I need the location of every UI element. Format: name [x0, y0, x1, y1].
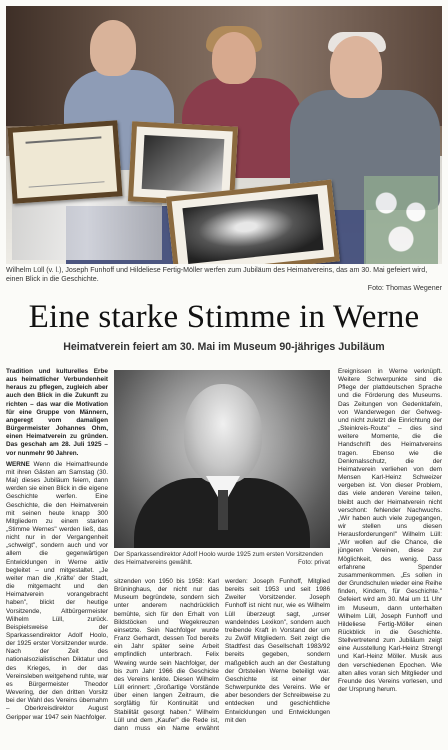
dateline: WERNE	[6, 460, 30, 468]
portrait-caption-credit: Foto: privat	[298, 559, 330, 566]
article-right-text: Ereignissen in Werne verknüpft. Weitere Schwerpunkte sind die Pflege der plattdeutschen Sprache und die Förderung des Museums. Das Zeitungen von Gedenktafeln, von Wanderwegen der Gehweg- und nicht zuletzt die Einrichtung der „Steinkreis-Route" – dies sind weitere Momente, die die Handschrift des Heimatvereins tragen. Ebenso wie die Denkmalsschutz, die der Heimatverein verliehen von dem Mensen Karl-Heinz Schweizer vergeben ist. Von dieser Problem, das viele anderen Vereine teilen, bleibt auch der Heimatverein nicht verschont: fehlender Nachwuchs. „Wir haben auch viele zugegangen, wir stellen uns diesen Herausforderungen!" Wilhelm Lüll: „Wir wollen auf die Chance, die jüngeren Vereinen, diese zur Möglichkeit, des wenig. Dass erfahrene Spender zusammenkommen. „Es sollen in der Grundschulen wieder eine Reihe finden, Kindern, für Geschichte." Gefeiert wird am 30. Mai um 11 Uhr im Museum, dann unterhalten Wilhelm Lüll, Joseph Funhoff und Hildeliese Fertig-Möller einen Rückblick in die Geschichte. Stellvertretend zum Jubiläum zeigt eine Ausstellung Karl-Heinz Strengl und Karl-Heinz Möller. Musik aus den verschiedenen Epochen. Wie alten alles voran sich Mitglieder und Freunde des Vereins vorlesen, und der Ursprung herum.	[338, 368, 442, 694]
article-intro: Tradition und kulturelles Erbe aus heimatlicher Verbundenheit heraus zu pflegen, zugleich aber auch den Blick in die Zukunft zu richten – das war die Motivation für eine Gruppe von Männern, angeregt vom damaligen Bürgermeister Johannes Ohm, einen Heimatverein zu gründen. Das geschah am 28. Juli 1925 – vor nunmehr 90 Jahren.	[6, 368, 108, 457]
photo-flowers	[364, 176, 438, 264]
article-column-right	[338, 368, 442, 748]
portrait-head	[184, 384, 262, 484]
headline: Eine starke Stimme in Werne	[28, 299, 420, 335]
article-left-text: Wenn die Heimatfreunde mit ihren Gästen am Samstag (30. Mai) dieses Jubiläum feiern, dann werden sie einen Blick in die eigene Geschichte werfen. Eine Geschichte, die den Heimatverein mit seinen heute knapp 300 Mitgliedern zu einem starken „Stimme Wernes" werden ließ, das nicht nur in der Vergangenheit „schwelgt", sondern auch und vor allem die gegenwärtigen Entwicklungen in Werne aktiv begleitet – und mitgestaltet. „Je weiter man die ‚Kräfte' der Stadt, die mitgemacht und den Heimatverein vorangebracht haben", blickt der heutige Vorsitzende, Altbürgermeister Wilhelm Lüll, zurück. Beispielsweise der Sparkassendirektor Adolf Hoolo, der 1925 erster Vorsitzender wurde. Nach der Zeit des nationalsozialistischen Diktatur und des Krieges, in der das Vereinsleben weitgehend ruhte, war es Bürgermeister Theodor Wevering, der den dritten Vorsitz bei der Wahl des Vereins übernahm – Oberkreisdirektor August Geripper war 1947 sein Nachfolger.	[6, 460, 108, 721]
photo-person-1-head	[90, 20, 136, 76]
photo-scattered-documents	[12, 196, 162, 260]
top-photo-caption	[6, 266, 442, 293]
photo-person-2-head	[212, 32, 256, 84]
article-column-left	[6, 368, 108, 748]
photo-framed-certificate	[7, 120, 122, 203]
article-middle-text: sitzenden von 1950 bis 1958: Karl Brüninghaus, der nicht nur das Museum begründete, sondern sich unter anderem nachdrücklich bemühte, sich für den Erhalt von Bildstöcken und Wegekreuzen einsetzte. Sein Nachfolger wurde Franz Gerhardt, dessen Tod bereits ein Jahr später seine Arbeit empfindlich unterbrach. Felix Wewing wurde sein Nachfolger, der bis zum Jahr 1966 die Geschicke des Vereins lenkte. Diesen Wilhelm Lüll erinnert: „Großartige Vorstände über einen langen Zeitraum, die sorgfältig für Kontinuität und Stabilität gesorgt haben." Wilhelm Lüll und dem „Kaufer" die Rede ist, dann muss ein Name erwähnt werden: Joseph Funhoff, Mitglied bereits seit 1953 und seit 1986 Zweiter Vorsitzender. Joseph Funhoff ist nicht nur, wie es Wilhelm Lüll überzeugt sagt, „unser wandelndes Lexikon", sondern auch treibende Kraft in Vorstand der um zu Zwölf Mitgliedern. Seit zeigt die Stadtfest das Gesellschaft 1983/92 bereits gegeben, sondern maßgeblich auch an der Gestaltung der Ortsteilen Werne beteiligt war. Geschichte ist einer der Schwerpunkte des Vereins. Wie er aber besonders der Schreibweise zu entdecken und geschichtliche Entwicklungen und Entwicklungen mit den	[114, 578, 330, 732]
subheadline: Heimatverein feiert am 30. Mai im Museum 90-jähriges Jubiläum	[63, 341, 385, 353]
portrait-caption	[114, 551, 330, 567]
article-column-middle	[114, 578, 330, 748]
photo-person-3-head	[330, 36, 382, 98]
article-left-paragraph	[6, 461, 108, 722]
top-caption-text: Wilhelm Lüll (v. l.), Joseph Funhoff und Hildeliese Fertig-Möller werfen zum Jubiläum des Heimatvereins, das am 30. Mai gefeiert wird, einen Blick in die Geschichte.	[6, 266, 428, 283]
portrait-photo	[114, 370, 330, 548]
top-photo	[6, 6, 442, 264]
portrait-caption-text: Der Sparkassendirektor Adolf Hoolo wurde 1925 zum ersten Vorsitzenden des Heimatvereins gewählt.	[114, 551, 323, 566]
top-caption-credit: Foto: Thomas Wegener	[367, 284, 442, 292]
portrait-tie	[218, 490, 228, 530]
